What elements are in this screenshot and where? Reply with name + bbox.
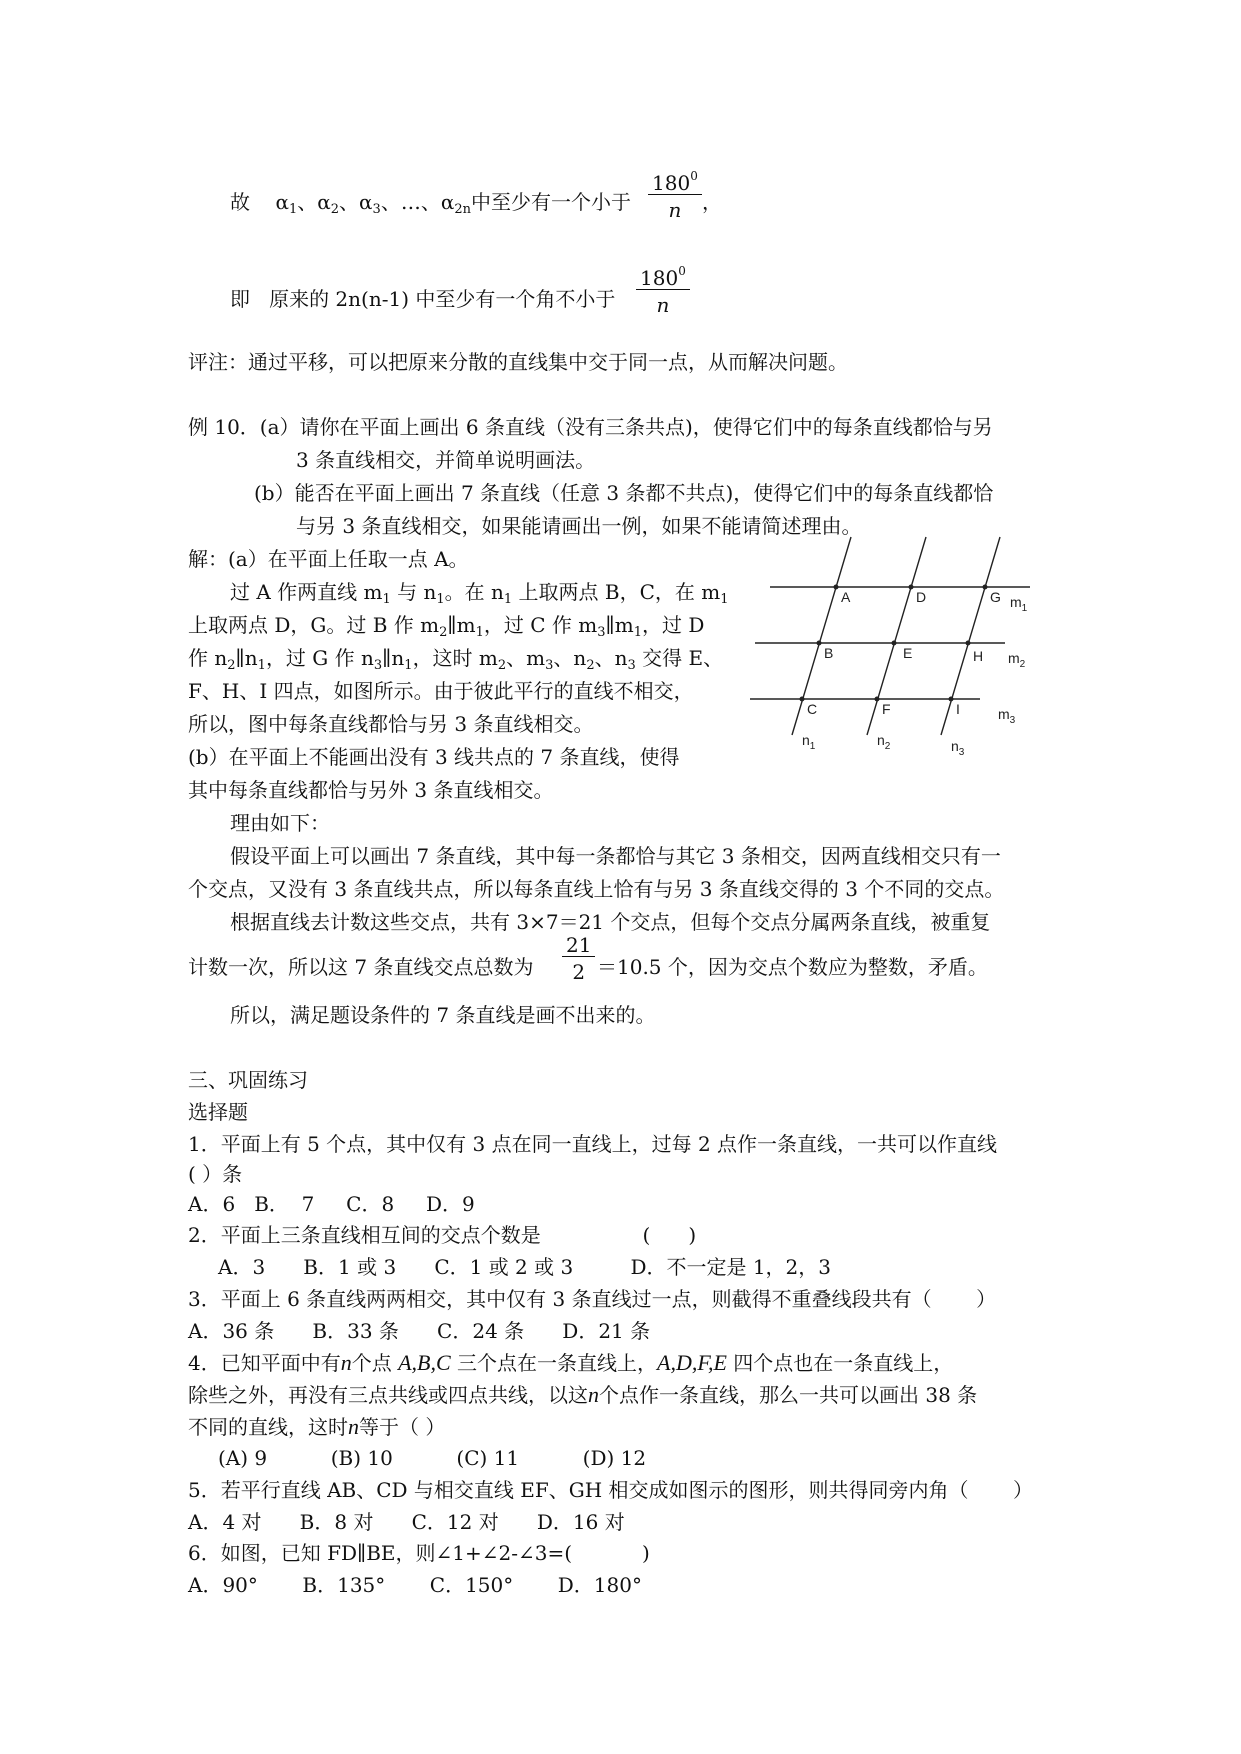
reason-para-5: 所以，满足题设条件的 7 条直线是画不出来的。 bbox=[230, 1003, 656, 1027]
solution-b-line-1: (b）在平面上不能画出没有 3 线共点的 7 条直线，使得 bbox=[188, 745, 680, 769]
example10-question-a-line1: 例 10．(a）请你在平面上画出 6 条直线（没有三条共点)，使得它们中的每条直线都恰与另 bbox=[188, 415, 993, 439]
solution-line-3: 作 $n_2\parallel n_1$，过 G 作 $n_3\parallel n_1$，这时 $m_2$、$m_3$、$n_2$、$n_3$ 交得 E、 bbox=[188, 646, 724, 673]
question-4-line-2: 除些之外，再没有三点共线或四点共线，以这n个点作一条直线，那么一共可以画出 38 条 bbox=[188, 1382, 978, 1407]
comment: 评注：通过平移，可以把原来分散的直线集中交于同一点，从而解决问题。 bbox=[188, 350, 848, 374]
reason-para-2: 个交点，又没有 3 条直线共点，所以每条直线上恰有与另 3 条直线交得的 3 个不同的交点。 bbox=[188, 877, 1005, 901]
solution-line-1: 过 A 作两直线 $m_1$ 与 $n_1$。在 $n_1$ 上取两点 B，C，在 $m_1$ bbox=[230, 580, 729, 607]
reason-para-4b: ＝10.5 个，因为交点个数应为整数，矛盾。 bbox=[597, 955, 988, 979]
solution-line-5: 所以，图中每条直线都恰与另 3 条直线相交。 bbox=[188, 712, 594, 736]
point-a-label: A bbox=[841, 589, 851, 605]
label-n3: $n_3$ bbox=[951, 738, 965, 758]
conclusion-line-1: 故 $\alpha_1$、$\alpha_2$、$\alpha_3$、…、$\alpha_{2n}$中至少有一个小于 bbox=[230, 190, 631, 217]
solution-a: 解：(a）在平面上任取一点 A。 bbox=[188, 547, 469, 571]
conclusion-line-2: 即 原来的 2n(n-1) 中至少有一个角不小于 bbox=[230, 287, 616, 311]
point-g-label: G bbox=[990, 589, 1001, 605]
example10-question-b-line1: (b）能否在平面上画出 7 条直线（任意 3 条都不共点)，使得它们中的每条直线都恰 bbox=[254, 481, 994, 505]
label-m1: $m_1$ bbox=[1010, 594, 1028, 614]
question-3-options: A．36 条 B．33 条 C．24 条 D．21 条 bbox=[188, 1319, 651, 1343]
fraction-180-over-n-1: $\frac{180^0}{n}$ bbox=[648, 170, 702, 221]
question-3: 3．平面上 6 条直线两两相交，其中仅有 3 条直线过一点，则截得不重叠线段共有（ ） bbox=[188, 1287, 997, 1311]
reason-para-1: 假设平面上可以画出 7 条直线，其中每一条都恰与其它 3 条相交，因两直线相交只有一 bbox=[230, 844, 1001, 868]
point-f-label: F bbox=[882, 701, 891, 717]
example10-question-a-line2: 3 条直线相交，并简单说明画法。 bbox=[296, 448, 596, 472]
point-h-label: H bbox=[973, 648, 984, 664]
point-e-label: E bbox=[903, 645, 913, 661]
exercises-heading: 三、巩固练习 bbox=[188, 1068, 308, 1092]
label-m2: $m_2$ bbox=[1008, 650, 1026, 670]
question-6: 6．如图，已知 FD∥BE，则∠1+∠2-∠3=( ) bbox=[188, 1541, 650, 1565]
reason-heading: 理由如下： bbox=[230, 811, 330, 835]
label-n2: $n_2$ bbox=[877, 732, 891, 752]
question-4-options: (A) 9 (B) 10 (C) 11 (D) 12 bbox=[218, 1446, 647, 1470]
question-2: 2．平面上三条直线相互间的交点个数是 ( ) bbox=[188, 1223, 697, 1247]
example10-question-b-line2: 与另 3 条直线相交，如果能请画出一例，如果不能请简述理由。 bbox=[296, 514, 862, 538]
question-5: 5．若平行直线 AB、CD 与相交直线 EF、GH 相交成如图示的图形，则共得同旁内角（ ） bbox=[188, 1478, 1034, 1502]
question-4-line-1: 4．已知平面中有n个点 A,B,C 三个点在一条直线上，A,D,F,E 四个点也在一条直线上， bbox=[188, 1350, 954, 1375]
point-b-label: B bbox=[824, 645, 834, 661]
solution-line-4: F、H、I 四点，如图所示。由于彼此平行的直线不相交， bbox=[188, 679, 694, 703]
point-c-label: C bbox=[807, 701, 818, 717]
solution-line-2: 上取两点 D，G。过 B 作 $m_2\parallel m_1$，过 C 作 $m_3\parallel m_1$，过 D bbox=[188, 613, 705, 640]
question-1-line-2: ( ）条 bbox=[188, 1162, 243, 1186]
conclusion-comma: ， bbox=[702, 190, 722, 214]
exercises-type: 选择题 bbox=[188, 1100, 248, 1124]
solution-b-line-2: 其中每条直线都恰与另外 3 条直线相交。 bbox=[188, 778, 554, 802]
lines-figure bbox=[750, 535, 1050, 765]
point-i-label: I bbox=[956, 701, 960, 717]
line-n2 bbox=[867, 537, 926, 735]
question-1-line-1: 1．平面上有 5 个点，其中仅有 3 点在同一直线上，过每 2 点作一条直线，一共可以作直线 bbox=[188, 1132, 998, 1156]
fraction-180-over-n-2: $\frac{180^0}{n}$ bbox=[636, 265, 690, 316]
label-m3: $m_3$ bbox=[998, 706, 1016, 726]
point-d-label: D bbox=[916, 589, 927, 605]
label-n1: $n_1$ bbox=[802, 732, 816, 752]
question-4-line-3: 不同的直线，这时n等于（ ） bbox=[188, 1414, 446, 1439]
line-n3 bbox=[941, 537, 1000, 735]
reason-para-3: 根据直线去计数这些交点，共有 3×7＝21 个交点，但每个交点分属两条直线，被重复 bbox=[230, 910, 991, 934]
question-2-options: A．3 B．1 或 3 C．1 或 2 或 3 D．不一定是 1，2，3 bbox=[218, 1255, 832, 1279]
question-6-options: A．90° B．135° C．150° D．180° bbox=[188, 1573, 642, 1597]
question-1-options: A．6 B． 7 C．8 D．9 bbox=[188, 1192, 475, 1216]
line-n1 bbox=[792, 537, 851, 735]
reason-para-4a: 计数一次，所以这 7 条直线交点总数为 bbox=[188, 955, 534, 979]
fraction-21-over-2: $\frac{21}{2}$ bbox=[562, 934, 595, 983]
question-5-options: A．4 对 B．8 对 C．12 对 D．16 对 bbox=[188, 1510, 625, 1534]
